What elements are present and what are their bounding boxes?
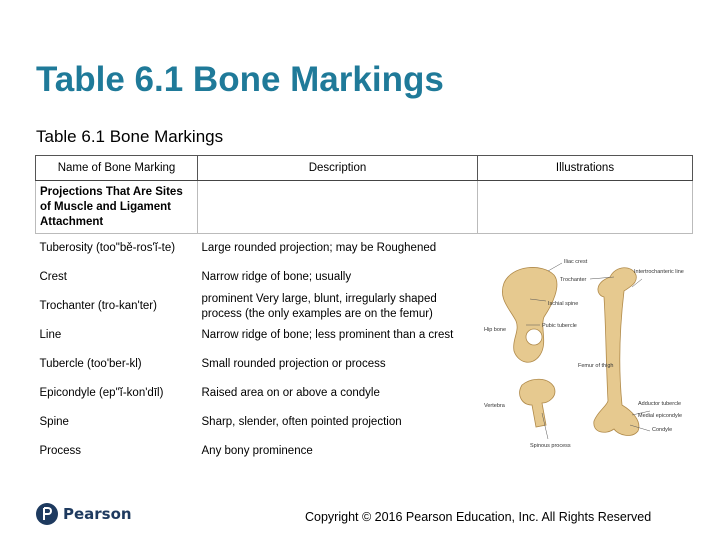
header-name: Name of Bone Marking [36, 156, 198, 181]
marking-name: Process [39, 444, 82, 457]
illustration-cell [478, 234, 693, 466]
bones-drawing [482, 235, 684, 465]
femur-shape [593, 268, 638, 436]
label-adductor-tubercle: Adductor tubercle [637, 400, 681, 407]
vertebra-shape [519, 379, 554, 427]
table-row [36, 234, 693, 263]
header-illustrations: Illustrations [478, 156, 693, 181]
marking-name: Spine [39, 415, 69, 428]
table-caption: Table 6.1 Bone Markings [36, 127, 224, 146]
label-intertrochanteric-line: Intertrochanteric line [633, 268, 684, 275]
pearson-logo-text: Pearson [63, 505, 132, 523]
group-row [36, 181, 693, 234]
label-pubic-tubercle: Pubic tubercle [541, 322, 577, 329]
marking-description: Raised area on or above a condyle [201, 387, 380, 400]
marking-name: Crest [39, 270, 67, 283]
pearson-logo [36, 503, 132, 525]
marking-description: Narrow ridge of bone; less prominent than a crest [201, 329, 454, 342]
marking-name: Tubercle (too'ber-kl) [39, 358, 142, 371]
label-spinous-process: Spinous process [529, 442, 571, 449]
group-label: Projections That Are Sites of Muscle and Ligament Attachment [36, 181, 198, 234]
marking-name: Tuberosity (too"bě-ros'ĭ-te) [39, 241, 176, 254]
copyright-footer: Copyright © 2016 Pearson Education, Inc. All Rights Reserved [305, 510, 652, 524]
label-iliac-crest: Iliac crest [563, 258, 587, 265]
label-trochanter: Trochanter [559, 276, 586, 283]
marking-description: Large rounded projection; may be Roughened [201, 241, 437, 254]
group-illustration-cell [478, 181, 693, 234]
header-description: Description [198, 156, 478, 181]
bone-markings-table [35, 155, 693, 466]
marking-description: Narrow ridge of bone; usually [201, 270, 352, 283]
marking-description: Small rounded projection or process [201, 358, 386, 371]
label-condyle: Condyle [651, 426, 672, 433]
table-header-row [36, 156, 693, 181]
label-ischial-spine: Ischial spine [547, 300, 578, 307]
bone-illustration [482, 235, 684, 465]
marking-description: prominent Very large, blunt, irregularly shaped process (the only examples are on the femur) [201, 292, 437, 320]
marking-name: Epicondyle (ep"ĭ-kon'dīl) [39, 387, 164, 400]
label-hip-bone: Hip bone [483, 326, 506, 333]
slide-title: Table 6.1 Bone Markings [36, 60, 444, 99]
hip-bone-shape [502, 267, 557, 362]
group-description-cell [198, 181, 478, 234]
marking-name: Line [39, 329, 62, 342]
label-vertebra: Vertebra [483, 402, 505, 409]
marking-description: Sharp, slender, often pointed projection [201, 415, 402, 428]
marking-name: Trochanter (tro-kan'ter) [39, 300, 157, 313]
label-medial-epicondyle: Medial epicondyle [637, 412, 682, 419]
pearson-logo-icon [36, 503, 58, 525]
marking-description: Any bony prominence [201, 444, 313, 457]
label-femur: Femur of thigh [577, 362, 613, 369]
